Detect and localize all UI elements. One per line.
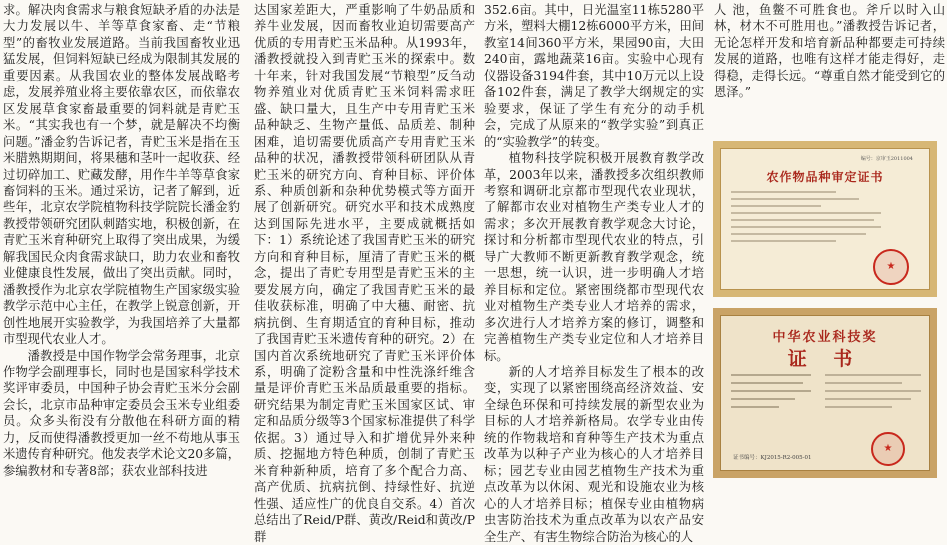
article-column-2 — [254, 2, 475, 544]
certificate-info-lines — [825, 374, 921, 414]
article-paragraph: 达国家差距大，严重影响了牛奶品质和养牛业发展，因而畜牧业迫切需要高产优质的专用青贮玉米品种。从1993年，潘教授就投入到青贮玉米的探索中。数十年来，针对我国发展“节粮型”反刍动物养殖业对优质青贮玉米饲料需求旺盛、缺口量大，且生产中专用青贮玉米品种缺乏、生物产量低、品质差、制种困难，追切需要优质高产专用青贮玉米品种的状况，潘教授带领科研团队从青贮玉米的研究方向、育种目标、评价体系、种质创新和杂种优势模式等方面开展了创新研究。研究水平和技术成熟度达到国际先进水平，主要成就概括如下：1）系统论述了我国青贮玉米的研究方向和育种目标，厘清了青贮玉米的概念，提出了青贮专用型是青贮玉米的主要发展方向，确定了我国青贮玉米的最佳收获标准，明确了中大穗、耐密、抗病抗倒、生育期适宜的育种目标，推动了我国青贮玉米遗传育种的研究。2）在国内首次系统地研究了青贮玉米评价体系，明确了淀粉含量和中性洗涤纤维含量是评价青贮玉米品质最重要的指标。研究结果为制定青贮玉米国家区试、审定和品质分级等3个国家标准提供了科学依据。3）通过导入和扩增优异外来种质、挖掘地方特色种质，创制了青贮玉米育种新种质，培育了多个配合力高、高产优质、抗病抗倒、持绿性好、抗逆性强、适应性广的优良自交系。4）首次总结出了Reid/P群、黄改/Reid和黄改/P群 — [254, 3, 475, 544]
article-paragraph: 潘教授是中国作物学会常务理事，北京作物学会副理事长，同时也是国家科学技术奖评审委员，中国种子协会青贮玉米分会副会长，北京市品种审定委员会玉米专业组委员。众多头衔没有分散他在科研方面的精力，反而使得潘教授更加一丝不苟地从事玉米遗传育种研究。他发表学术论文20多篇，参编教材和专著8部；获农业部科技进 — [3, 348, 240, 478]
certificate-number: 证书编号：KJ2015-R2-005-01 — [733, 455, 812, 461]
certificate-paper — [720, 148, 930, 290]
certificate-paper — [720, 315, 930, 471]
certificate-text-lines — [731, 374, 811, 414]
article-paragraph: 求。解决肉食需求与粮食短缺矛盾的办法是大力发展以牛、羊等草食家畜、走“节粮型”的畜牧业发展道路。当前我国畜牧业迅猛发展，但饲料短缺已经成为限制其发展的重要因素。从我国农业的整体发展战略考虑，发展养殖业将主要依靠农区，而依靠农区发展草食家畜最重要的饲料就是青贮玉米。“其实我也有一个梦，就是解决不均衡问题。”潘金豹告诉记者，青贮玉米是指在玉米腊熟期期间，将果穗和茎叶一起收获、经过切碎加工、贮藏发酵，用作牛羊等草食家畜饲料的玉米。通过采访，记者了解到，近些年，北京农学院植物科技学院院长潘金豹教授带领研究团队刺踏实地，积极创新，在青贮玉米育种研究上取得了突出成果，为缓解我国民众肉食需求缺口，助力农业和畜牧业健康良性发展，做出了突出贡献。同时，潘教授作为北京农学院植物生产国家级实验教学示范中心主任，在教学上锐意创新，开创性地展开实验教学，为我国培养了大量都市型现代农业人才。 — [3, 3, 240, 347]
article-paragraph: 新的人才培养目标发生了根本的改变，实现了以紧密围绕高经济效益、安全绿色环保和可持续发展的新型农业为目标的人才培养新格局。农学专业由传统的作物栽培和育种等生产技术为重点改革为以种子产业为核心的人才培养目标；园艺专业由园艺植物生产技术为重点改革为以休闲、观光和设施农业为核心的人才培养目标；植保专业由植物病虫害防治技术为重点改革为以农产品安全生产、有害生物综合防治为核心的人 — [484, 364, 704, 544]
red-seal-icon — [871, 432, 905, 466]
article-column-3 — [484, 2, 704, 544]
article-column-1 — [3, 2, 240, 478]
article-paragraph: 人 池，鱼鳖不可胜食也。斧斤以时入山林，材木不可胜用也。”潘教授告诉记者，无论怎样开发和培育新品种都要走可持续发展的道路，也唯有这样才能走得好，走得稳，走得长远。“尊重自然才能受到它的恩泽。” — [714, 3, 945, 100]
certificate-code: 编号：京审玉2011004 — [860, 156, 913, 162]
article-paragraph: 植物科技学院积极开展教育教学改革，2003年以来，潘教授多次组织教师考察和调研北京都市型现代农业现状，了解都市农业对植物生产类专业人才的需求；多次开展教育教学观念大讨论，探讨和分析都市型现代农业的特点，引导广大教师不断更新教育教学观念，统一思想，统一认识，进一步明确人才培养目标和定位。紧密围绕都市型现代农业对植物生产类专业人才培养的需求，多次进行人才培养方案的修订，调整和完善植物生产类专业定位和人才培养目标。 — [484, 151, 704, 363]
article-paragraph: 352.6亩。其中，日光温室11栋5280平方米，塑料大棚12栋6000平方米，田间教室14间360平方米，果园90亩，大田240亩，露地蔬菜16亩。实验中心现有仪器设备3194件套，其中10万元以上设备102件套，满足了教学大纲规定的实验要求，保证了学生有充分的动手机会，完成了从原来的“教学实验”到真正的“实验教学”的转变。 — [484, 3, 704, 149]
variety-certificate-photo — [713, 141, 937, 297]
certificate-title: 农作物品种审定证书 — [766, 170, 884, 184]
award-certificate-photo — [713, 308, 937, 478]
certificate-title: 中华农业科技奖 — [772, 330, 878, 345]
certificate-text-lines — [731, 191, 881, 247]
article-column-4 — [714, 2, 945, 98]
certificate-subtitle: 证 书 — [787, 348, 863, 370]
red-seal-icon — [873, 249, 909, 285]
